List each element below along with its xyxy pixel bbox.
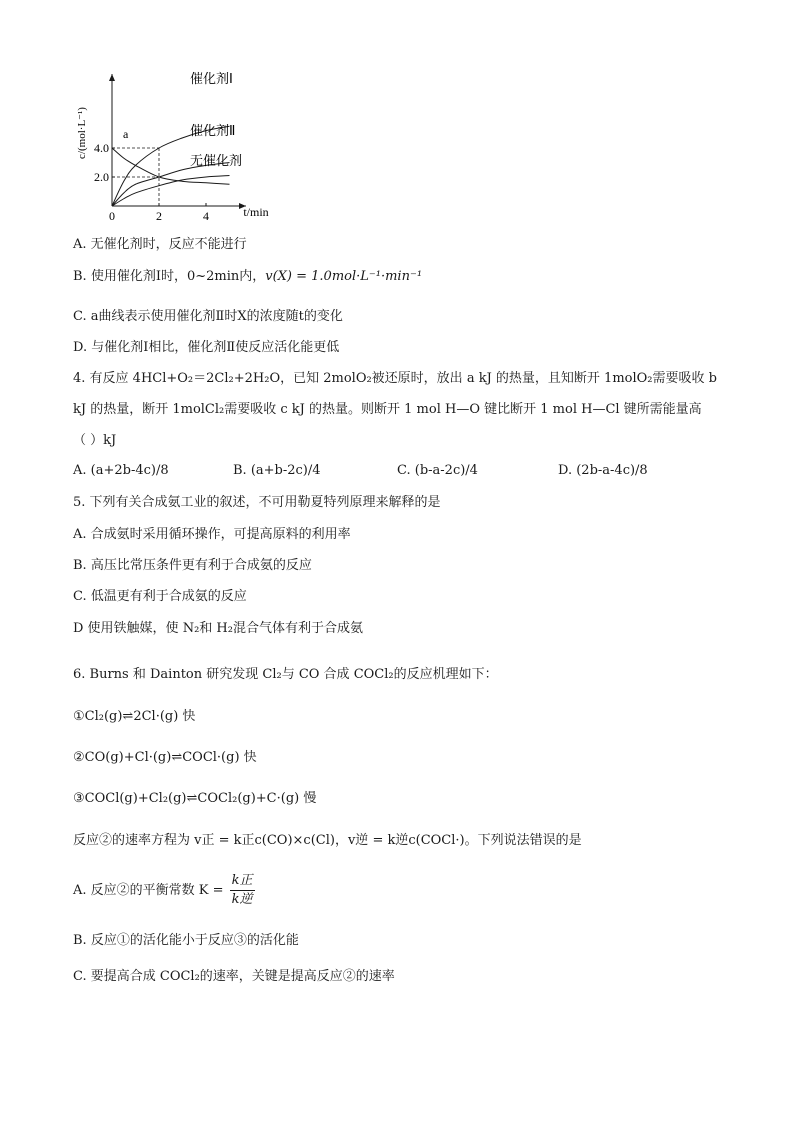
q6-option-a-fraction <box>230 872 255 909</box>
series-label-0: 催化剂Ⅰ <box>190 72 233 87</box>
q6-option-a <box>73 872 255 909</box>
q6-rate-equation: 反应②的速率方程为 v正 = k正c(CO)×c(Cl)，v逆 = k逆c(COCl·)。下列说法错误的是 <box>73 833 582 848</box>
q4-stem-line-2: kJ 的热量，断开 1molCl₂需要吸收 c kJ 的热量。则断开 1 mol H—O 键比断开 1 mol H—Cl 键所需能量高 <box>73 402 702 417</box>
y-tick-label-1: 4.0 <box>94 141 109 155</box>
y-axis-arrow <box>109 74 115 81</box>
q3-option-d: D. 与催化剂Ⅰ相比，催化剂Ⅱ使反应活化能更低 <box>73 340 340 355</box>
q6-option-b: B. 反应①的活化能小于反应③的活化能 <box>73 933 299 948</box>
q4-option-b: B. (a+b-2c)/4 <box>233 463 321 478</box>
y-tick-label-0: 2.0 <box>94 170 109 184</box>
series-line-1 <box>112 163 230 207</box>
curve-a-label: a <box>123 127 129 141</box>
series-label-1: 催化剂Ⅱ <box>190 124 236 139</box>
q3-option-b-text: B. 使用催化剂Ⅰ时，0~2min内， <box>73 269 266 284</box>
q3-option-a: A. 无催化剂时，反应不能进行 <box>73 237 247 252</box>
q5-option-c: C. 低温更有利于合成氨的反应 <box>73 589 247 604</box>
q3-option-c: C. a曲线表示使用催化剂Ⅱ时X的浓度随t的变化 <box>73 309 343 324</box>
q4-option-a: A. (a+2b-4c)/8 <box>73 463 169 478</box>
q6-option-a-numerator: k正 <box>230 872 255 891</box>
x-tick-label-1: 2 <box>156 209 162 223</box>
q6-option-a-denominator: k逆 <box>231 892 253 907</box>
q3-option-b-formula: v(X) = 1.0mol·L⁻¹·min⁻¹ <box>265 269 423 284</box>
q5-stem: 5. 下列有关合成氨工业的叙述，不可用勒夏特列原理来解释的是 <box>73 495 441 510</box>
q4-stem-line-1: 4. 有反应 4HCl+O₂＝2Cl₂+2H₂O，已知 2molO₂被还原时，放出 a kJ 的热量，且知断开 1molO₂需要吸收 b <box>73 371 717 386</box>
q4-stem-line-3: （ ）kJ <box>73 433 117 448</box>
q5-option-b: B. 高压比常压条件更有利于合成氨的反应 <box>73 558 312 573</box>
q5-option-d: D 使用铁触媒，使 N₂和 H₂混合气体有利于合成氨 <box>73 621 363 636</box>
q6-reaction-1: ①Cl₂(g)⇌2Cl·(g) 快 <box>73 709 196 724</box>
series-label-2: 无催化剂 <box>190 154 243 169</box>
y-axis-label: c/(mol·L⁻¹) <box>76 107 88 159</box>
q6-stem: 6. Burns 和 Dainton 研究发现 Cl₂与 CO 合成 COCl₂的反应机理如下： <box>73 667 498 682</box>
x-tick-label-2: 4 <box>203 209 209 223</box>
q6-option-a-text: A. 反应②的平衡常数 K = <box>73 883 224 898</box>
q6-reaction-2: ②CO(g)+Cl·(g)⇌COCl·(g) 快 <box>73 750 257 765</box>
q4-option-d: D. (2b-a-4c)/8 <box>558 463 648 478</box>
q4-option-c: C. (b-a-2c)/4 <box>397 463 478 478</box>
q3-option-b <box>73 268 422 286</box>
x-axis-label: t/min <box>243 205 269 219</box>
q6-option-c: C. 要提高合成 COCl₂的速率，关键是提高反应②的速率 <box>73 969 395 984</box>
x-tick-label-0: 0 <box>109 209 115 223</box>
q4-options <box>73 463 733 481</box>
concentration-time-chart <box>70 68 270 228</box>
q5-option-a: A. 合成氨时采用循环操作，可提高原料的利用率 <box>73 527 351 542</box>
q6-reaction-3: ③COCl(g)+Cl₂(g)⇌COCl₂(g)+C·(g) 慢 <box>73 791 317 806</box>
